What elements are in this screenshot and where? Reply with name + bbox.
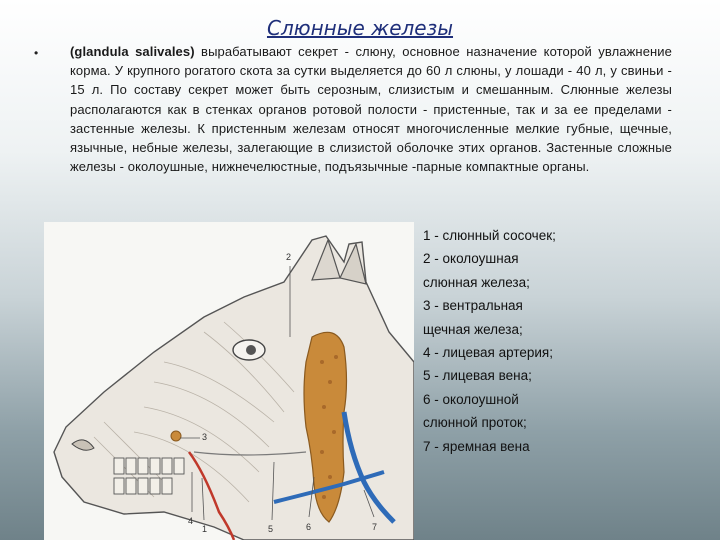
legend-line: 3 - вентральная (423, 298, 523, 314)
figure-label: 5 (268, 524, 274, 534)
legend-line: 7 - яремная вена (423, 438, 530, 454)
bullet-marker: • (34, 46, 39, 60)
legend-line: щечная железа; (423, 321, 523, 337)
legend-line: слюнная железа; (423, 274, 530, 290)
figure-label: 4 (188, 516, 194, 526)
paragraph-text: вырабатывают секрет - слюну, основное назначение которой увлажнение корма. У крупного рогатого скота за сутки выделяется до 60 л слюны, у лошади - 40 л, у свиньи - 15 л. По составу секрет может быть серозным, слизистым и смешанным. Слюнные железы располагаются как в стенках органов ротовой полости - пристенные, так и за ее пределами - застенные железы. К пристенным железам относят многочисленные мелкие губные, щечные, язычные, небные железы, залегающие в слизистой оболочке этих органов. Застенные сложные железы - околоушные, нижнечелюстные, подъязычные -парные компактные органы. (70, 44, 672, 175)
legend-line: 4 - лицевая артерия; (423, 345, 553, 361)
salivary-glands-diagram (44, 222, 414, 540)
latin-term: (glandula salivales) (70, 44, 195, 59)
horse-head-illustration (44, 222, 414, 540)
legend-line: 6 - околоушной (423, 391, 519, 407)
slide-title: Слюнные железы (266, 16, 454, 40)
body-paragraph (70, 42, 672, 176)
figure-label: 1 (202, 524, 208, 534)
legend-line: 5 - лицевая вена; (423, 368, 532, 384)
legend-line: 1 - слюнный сосочек; (423, 228, 556, 243)
figure-label: 7 (372, 522, 378, 532)
ventral-buccal-gland (171, 431, 181, 441)
legend-line: 2 - околоушная (423, 251, 519, 267)
legend-line: слюнной проток; (423, 415, 527, 431)
figure-legend (423, 224, 613, 458)
figure-label: 3 (202, 432, 208, 442)
figure-label: 2 (286, 252, 292, 262)
figure-label: 6 (306, 522, 312, 532)
